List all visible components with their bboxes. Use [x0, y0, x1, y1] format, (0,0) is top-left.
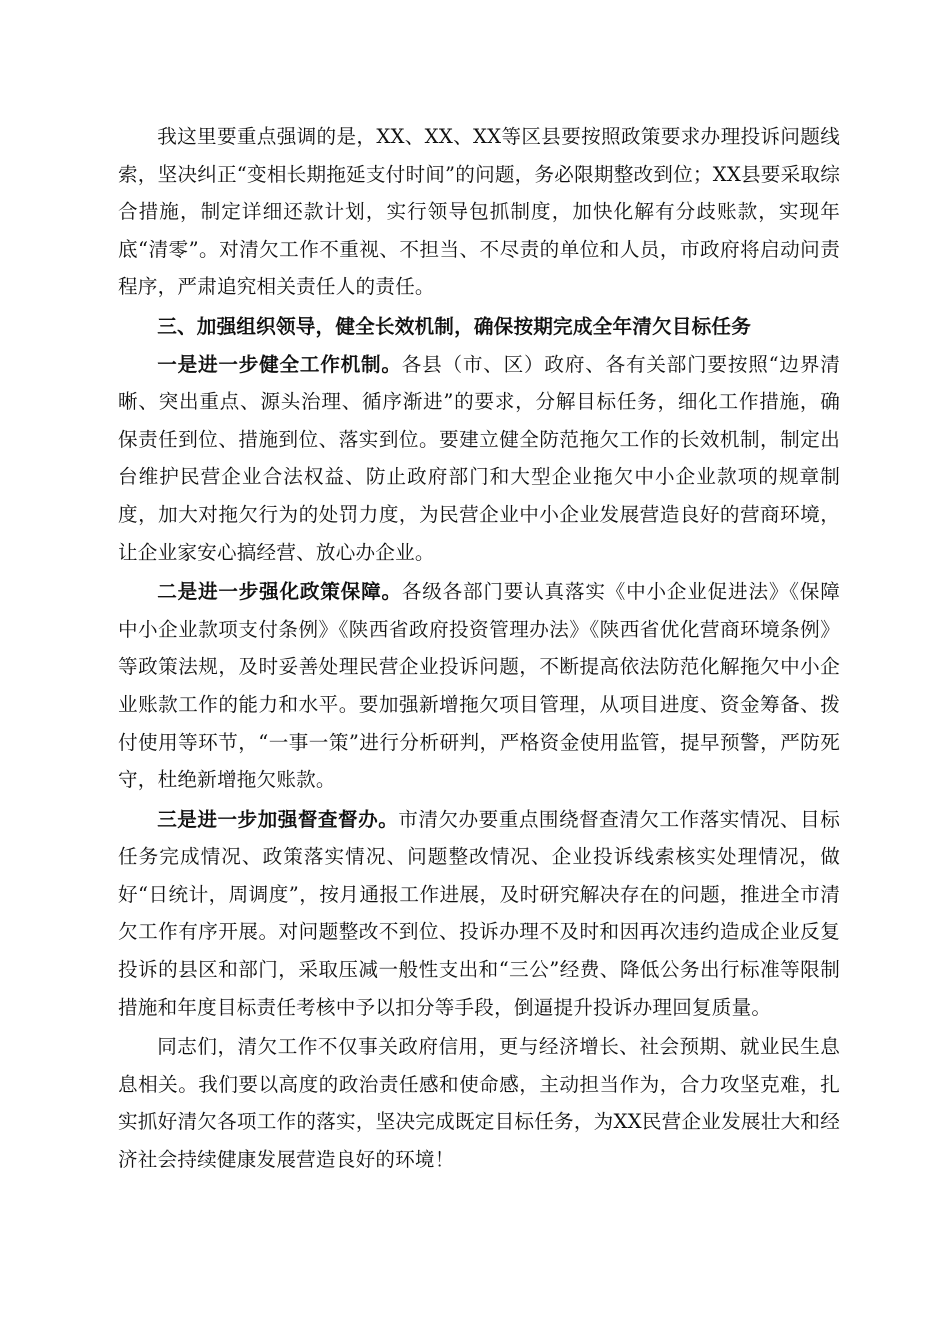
point-paragraph-2 [118, 573, 840, 799]
point-lead-1: 一是进一步健全工作机制。 [157, 352, 402, 376]
point-lead-3: 三是进一步加强督查督办。 [157, 807, 399, 831]
point-body-1: 各县（市、区）政府、各有关部门要按照“边界清晰、突出重点、源头治理、循序渐进”的要求，分解目标任务，细化工作措施，确保责任到位、措施到位、落实到位。要建立健全防范拖欠工作的长效机制，制定出台维护民营企业合法权益、防止政府部门和大型企业拖欠中小企业款项的规章制度，加大对拖欠行为的处罚力度，为民营企业中小企业发展营造良好的营商环境，让企业家安心搞经营、放心办企业。 [118, 352, 840, 564]
intro-paragraph: 我这里要重点强调的是，XX、XX、XX等区县要按照政策要求办理投诉问题线索，坚决纠正“变相长期拖延支付时间”的问题，务必限期整改到位；XX县要采取综合措施，制定详细还款计划，实行领导包抓制度，加快化解有分歧账款，实现年底“清零”。对清欠工作不重视、不担当、不尽责的单位和人员，市政府将启动问责程序，严肃追究相关责任人的责任。 [118, 125, 840, 299]
point-paragraph-1 [118, 346, 840, 572]
point-paragraph-3 [118, 801, 840, 1027]
closing-paragraph: 同志们，清欠工作不仅事关政府信用，更与经济增长、社会预期、就业民生息息相关。我们要以高度的政治责任感和使命感，主动担当作为，合力攻坚克难，扎实抓好清欠各项工作的落实，坚决完成既定目标任务，为XX民营企业发展壮大和经济社会持续健康发展营造良好的环境！ [118, 1035, 841, 1172]
point-lead-2: 二是进一步强化政策保障。 [157, 580, 402, 604]
document-page [118, 118, 840, 1181]
point-body-2: 各级各部门要认真落实《中小企业促进法》《保障中小企业款项支付条例》《陕西省政府投资管理办法》《陕西省优化营商环境条例》等政策法规，及时妥善处理民营企业投诉问题，不断提高依法防范化解拖欠中小企业账款工作的能力和水平。要加强新增拖欠项目管理，从项目进度、资金筹备、拨付使用等环节，“一事一策”进行分析研判，严格资金使用监管，提早预警，严防死守，杜绝新增拖欠账款。 [118, 580, 840, 792]
section-heading: 三、加强组织领导，健全长效机制，确保按期完成全年清欠目标任务 [157, 314, 751, 338]
point-body-3: 市清欠办要重点围绕督查清欠工作落实情况、目标任务完成情况、政策落实情况、问题整改情况、企业投诉线索核实处理情况，做好“日统计，周调度”，按月通报工作进展，及时研究解决存在的问题，推进全市清欠工作有序开展。对问题整改不到位、投诉办理不及时和因再次违约造成企业反复投诉的县区和部门，采取压减一般性支出和“三公”经费、降低公务出行标准等限制措施和年度目标责任考核中予以扣分等手段，倒逼提升投诉办理回复质量。 [118, 807, 840, 1019]
